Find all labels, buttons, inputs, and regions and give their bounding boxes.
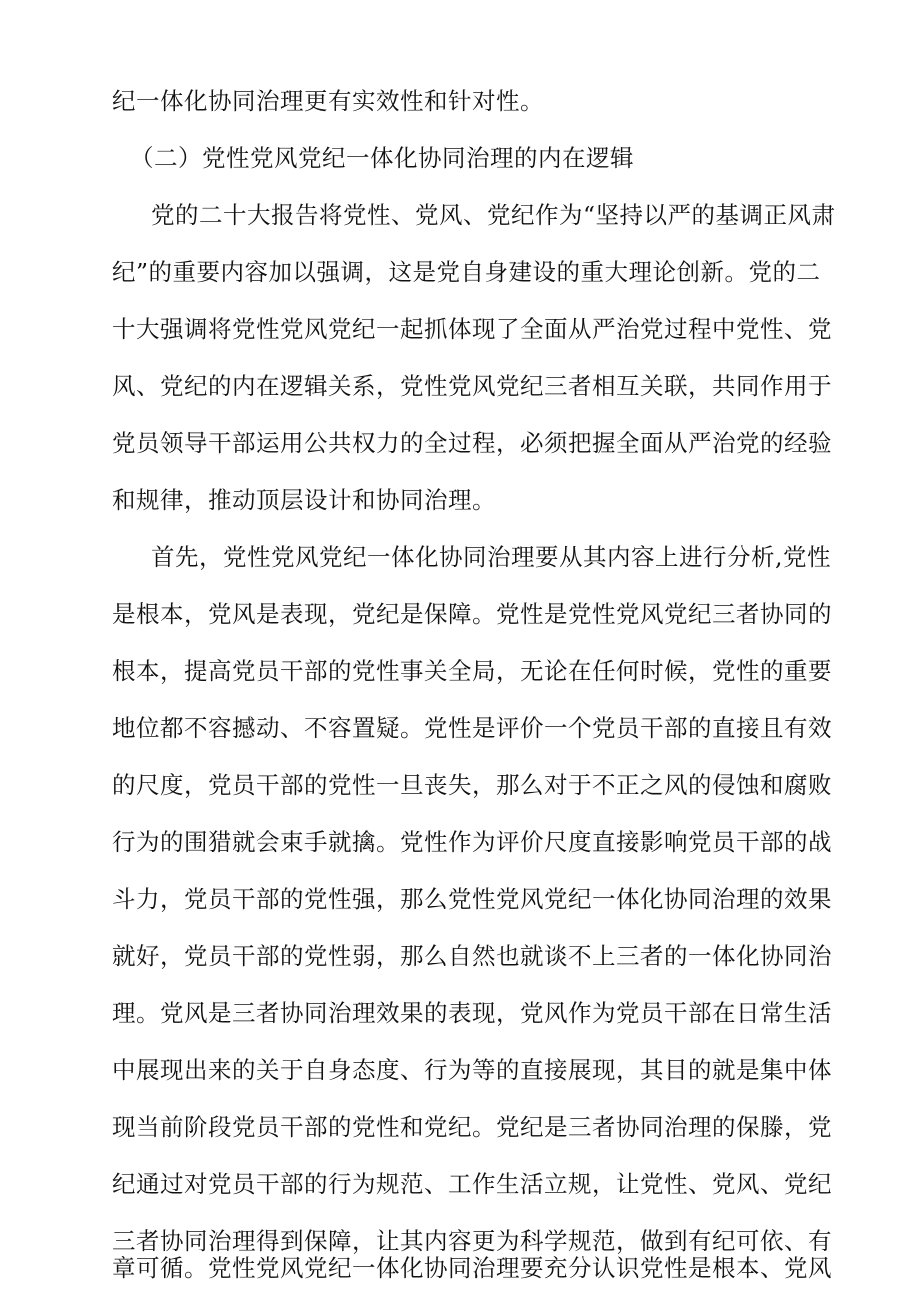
- text-line: 章可循。党性党风党纪一体化协同治理要充分认识党性是根本、党风: [112, 1254, 832, 1282]
- text-line: 现当前阶段党员干部的党性和党纪。党纪是三者协同治理的保滕，党: [112, 1113, 832, 1141]
- text-line: 理。党风是三者协同治理效果的表现，党风作为党员干部在日常生活: [112, 999, 832, 1027]
- text-line: 是根本，党风是表现，党纪是保障。党性是党性党风党纪三者协同的: [112, 600, 832, 628]
- text-line: 的尺度，党员干部的党性一旦丧失，那么对于不正之风的侵蚀和腐败: [112, 771, 832, 799]
- text-line: 党员领导干部运用公共权力的全过程，必须把握全面从严治党的经验: [112, 429, 832, 457]
- text-line: 纪一体化协同治理更有实效性和针对性。: [112, 87, 544, 115]
- text-line: 根本，提高党员干部的党性事关全局，无论在任何时候，党性的重要: [112, 657, 832, 685]
- text-line: 就好，党员干部的党性弱，那么自然也就谈不上三者的一体化协同治: [112, 942, 832, 970]
- text-line: 十大强调将党性党风党纪一起抓体现了全面从严治党过程中党性、党: [112, 315, 832, 343]
- text-line: 斗力，党员干部的党性强，那么党性党风党纪一体化协同治理的效果: [112, 885, 832, 913]
- text-line: 行为的围猎就会束手就擒。党性作为评价尺度直接影响党员干部的战: [112, 828, 832, 856]
- text-line: 党的二十大报告将党性、党风、党纪作为“坚持以严的基调正风肃: [151, 201, 836, 229]
- text-line: 风、党纪的内在逻辑关系，党性党风党纪三者相互关联，共同作用于: [112, 372, 832, 400]
- text-line: 和规律，推动顶层设计和协同治理。: [112, 486, 496, 514]
- text-line: 纪”的重要内容加以强调，这是党自身建设的重大理论创新。党的二: [112, 258, 821, 286]
- text-line: 地位都不容撼动、不容置疑。党性是评价一个党员干部的直接且有效: [112, 714, 832, 742]
- text-line: 中展现出来的关于自身态度、行为等的直接展现，其目的就是集中体: [112, 1056, 832, 1084]
- text-line: 首先，党性党风党纪一体化协同治理要从其内容上进行分析,党性: [151, 543, 831, 571]
- section-heading: （二）党性党风党纪一体化协同治理的内在逻辑: [130, 144, 634, 172]
- text-line: 三者协同治理得到保障，让其内容更为科学规范，做到有纪可依、有: [112, 1227, 832, 1255]
- text-line: 纪通过对党员干部的行为规范、工作生活立规，让党性、党风、党纪: [112, 1170, 832, 1198]
